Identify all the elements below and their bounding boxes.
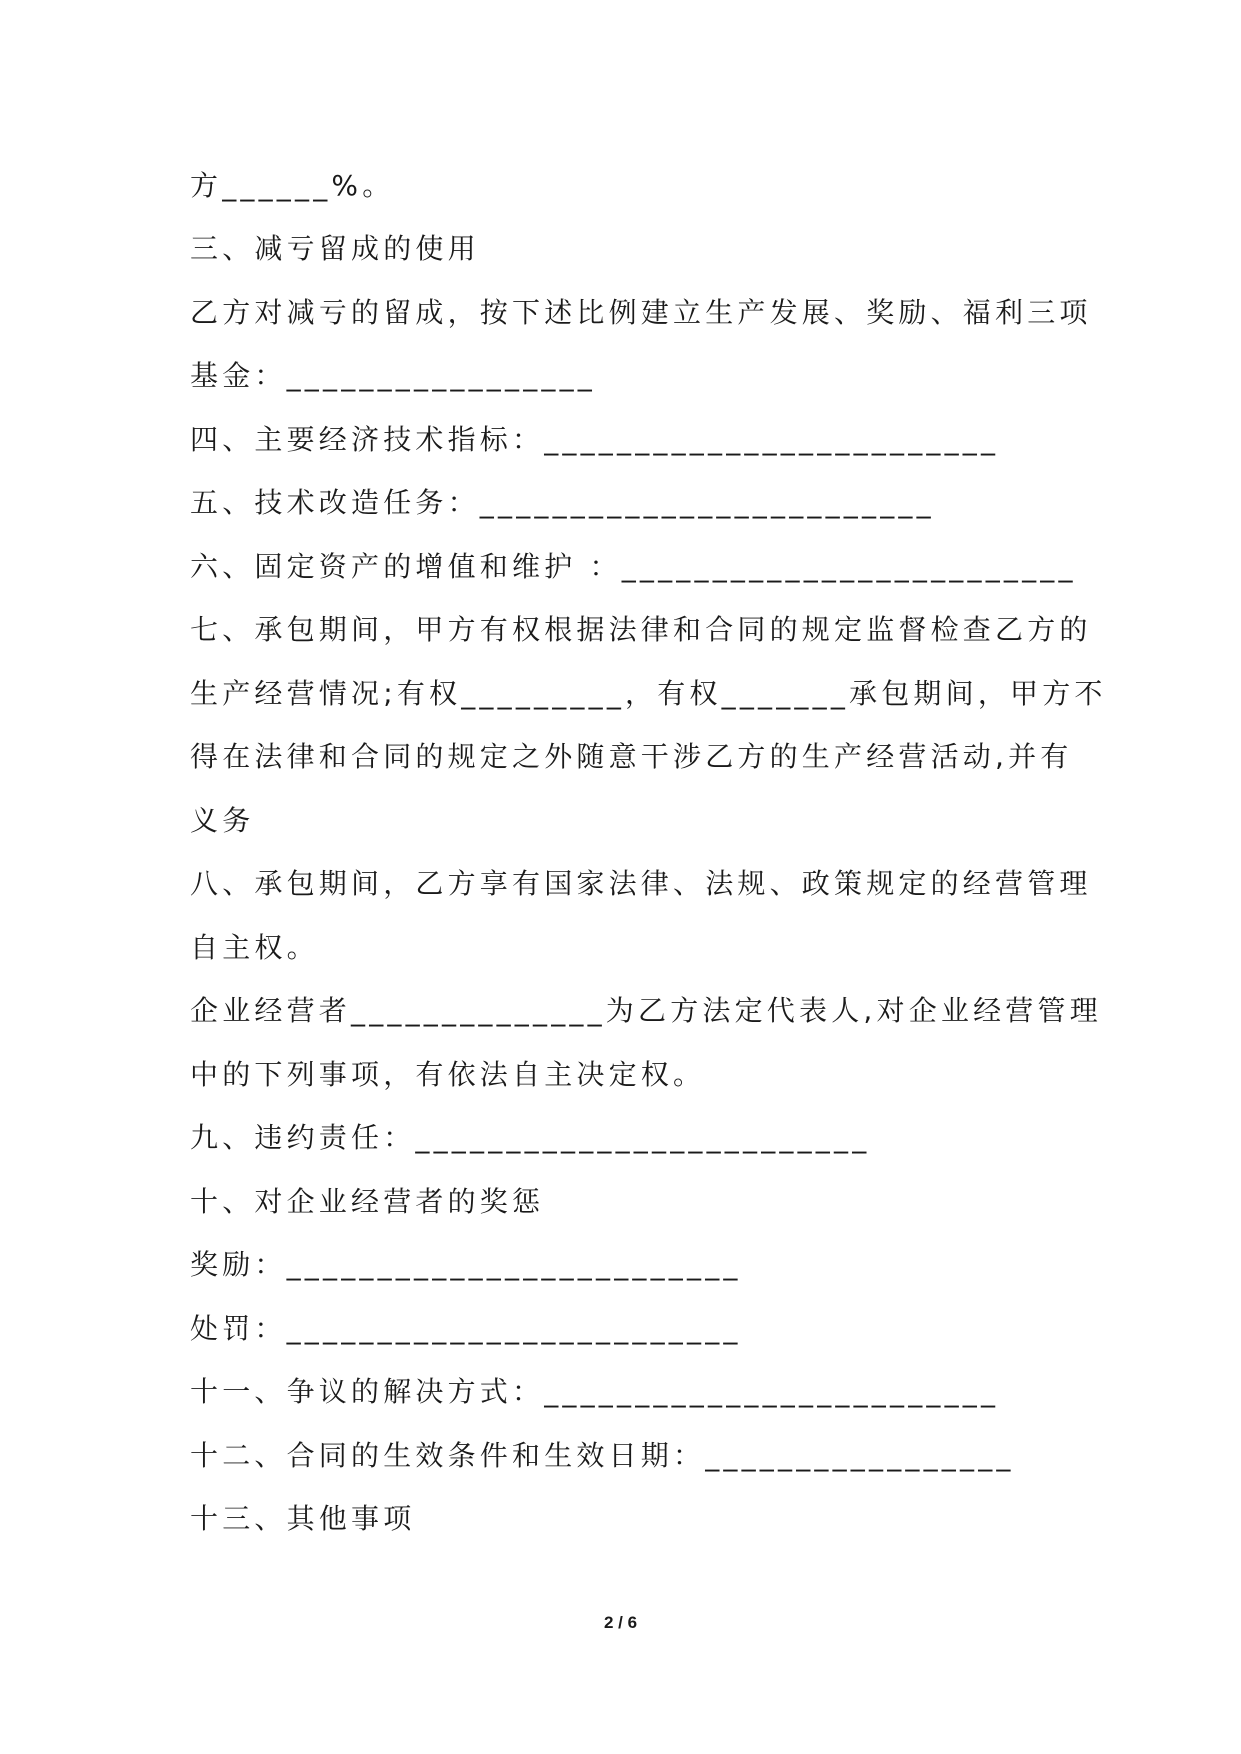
text-line: 企业经营者______________为乙方法定代表人,对企业经营管理 [190,994,1102,1027]
text-line: 中的下列事项，有依法自主决定权。 [190,1058,706,1091]
text-line: 六、固定资产的增值和维护 ：_________________________ [190,550,1077,583]
text-line: 自主权。 [190,931,319,964]
text-line: 十二、合同的生效条件和生效日期：_________________ [190,1439,1015,1472]
text-line: 奖励：_________________________ [190,1248,742,1281]
text-line: 乙方对减亏的留成，按下述比例建立生产发展、奖励、福利三项 [190,296,1092,329]
text-line: 八、承包期间，乙方享有国家法律、法规、政策规定的经营管理 [190,867,1092,900]
text-line: 七、承包期间，甲方有权根据法律和合同的规定监督检查乙方的 [190,613,1092,646]
text-line: 十、对企业经营者的奖惩 [190,1185,545,1218]
text-line: 四、主要经济技术指标：_________________________ [190,423,1000,456]
text-line: 三、减亏留成的使用 [190,232,480,265]
text-line: 义务 [190,804,255,837]
page-number: 2 / 6 [603,1613,638,1632]
text-line: 得在法律和合同的规定之外随意干涉乙方的生产经营活动,并有 [190,740,1073,773]
text-line: 五、技术改造任务：_________________________ [190,486,935,519]
text-line: 九、违约责任：_________________________ [190,1121,871,1154]
text-line: 方______%。 [190,169,395,202]
text-line: 处罚：_________________________ [190,1312,742,1345]
text-line: 十三、其他事项 [190,1502,416,1535]
text-line: 生产经营情况;有权_________，有权_______承包期间，甲方不 [190,677,1107,710]
text-line: 十一、争议的解决方式：_________________________ [190,1375,1000,1408]
text-line: 基金：_________________ [190,359,597,392]
